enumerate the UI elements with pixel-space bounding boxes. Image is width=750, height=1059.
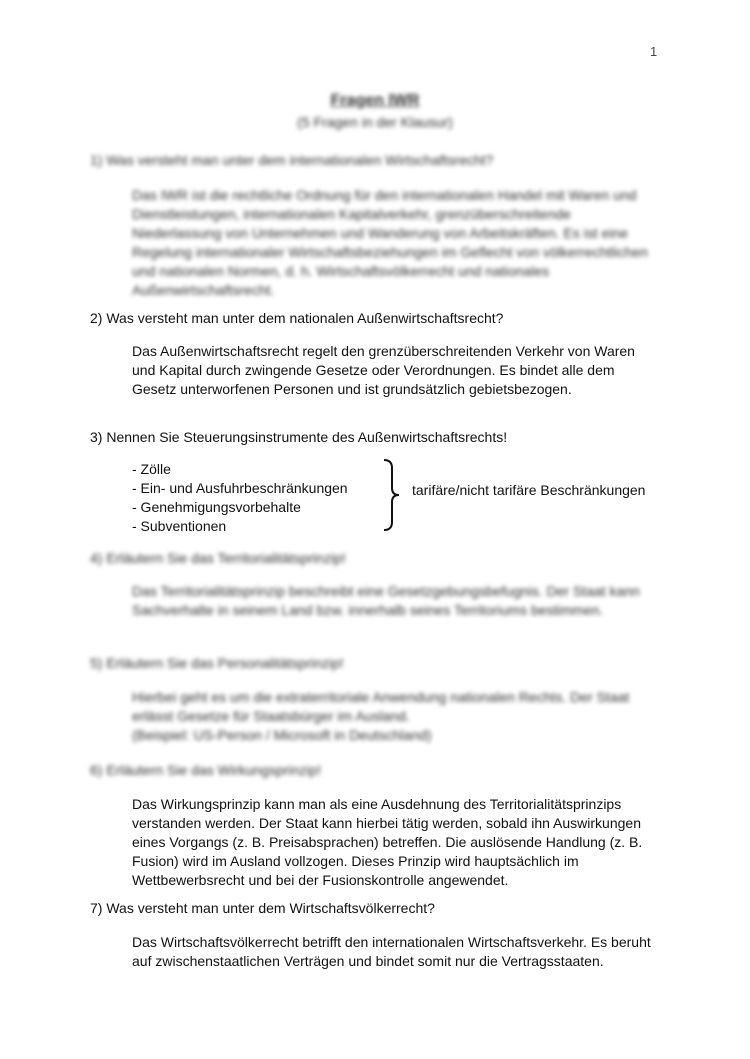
answer-4 xyxy=(132,582,657,620)
answer-1 xyxy=(132,186,657,300)
list-item: - Subventionen xyxy=(132,518,227,534)
list-item: - Zölle xyxy=(132,461,171,477)
question-4: 4) Erläutern Sie das Territorialitätsprinzip! xyxy=(90,550,346,566)
question-6: 6) Erläutern Sie das Wirkungsprinzip! xyxy=(90,762,322,778)
question-1: 1) Was versteht man unter dem internationalen Wirtschaftsrecht? xyxy=(90,152,494,168)
answer-7 xyxy=(132,933,657,971)
document-header xyxy=(0,92,750,130)
answer-2 xyxy=(132,342,657,399)
question-2: 2) Was versteht man unter dem nationalen Außenwirtschaftsrecht? xyxy=(90,310,504,326)
list-item: - Ein- und Ausfuhrbeschränkungen xyxy=(132,480,348,496)
curly-brace-icon xyxy=(380,458,410,532)
answer-5 xyxy=(132,688,657,745)
answer-4-text: Das Territorialitätsprinzip beschreibt eine Gesetzgebungsbefugnis. Der Staat kann Sachverhalte in seinem Land bzw. innerhalb seines Territoriums bestimmen. xyxy=(132,583,640,618)
answer-6-text: Das Wirkungsprinzip kann man als eine Ausdehnung des Territorialitätsprinzips verstanden werden. Der Staat kann hierbei tätig werden, sobald ihn Auswirkungen eines Vorgangs (z. B. Preisabsprachen) betreffen. Die auslösende Handlung (z. B. Fusion) wird im Ausland vollzogen. Dieses Prinzip wird hauptsächlich im Wettbewerbsrecht und bei der Fusionskontrolle angewendet. xyxy=(132,796,643,888)
question-7: 7) Was versteht man unter dem Wirtschaftsvölkerrecht? xyxy=(90,900,435,916)
answer-5-note: (Beispiel: US-Person / Microsoft in Deutschland) xyxy=(132,727,432,743)
answer-2-text: Das Außenwirtschaftsrecht regelt den grenzüberschreitenden Verkehr von Waren und Kapital durch zwingende Gesetze oder Verordnungen. Es bindet alle dem Gesetz unterworfenen Personen und ist grundsätzlich gebietsbezogen. xyxy=(132,343,635,397)
question-3: 3) Nennen Sie Steuerungsinstrumente des Außenwirtschaftsrechts! xyxy=(90,429,508,445)
page-number: 1 xyxy=(650,44,658,59)
question-5: 5) Erläutern Sie das Personalitätsprinzip! xyxy=(90,655,344,671)
document-subtitle: (5 Fragen in der Klausur) xyxy=(297,114,453,130)
answer-5-text: Hierbei geht es um die extraterritoriale Anwendung nationalen Rechts. Der Staat erlässt Gesetze für Staatsbürger im Ausland. xyxy=(132,689,630,724)
answer-1-text: Das IWR ist die rechtliche Ordnung für den internationalen Handel mit Waren und Dienstleistungen, internationalen Kapitalverkehr, grenzüberschreitende Niederlassung von Unternehmen und Wanderung von Arbeitskräften. Es ist eine Regelung internationaler Wirtschaftsbeziehungen im Geflecht von völkerrechtlichen und nationalen Normen, d. h. Wirtschaftsvölkerrecht und nationales Außenwirtschaftsrecht. xyxy=(132,187,648,298)
document-title: Fragen IWR xyxy=(330,92,420,109)
brace-label: tarifäre/nicht tarifäre Beschränkungen xyxy=(412,482,646,498)
answer-6 xyxy=(132,795,657,890)
list-item: - Genehmigungsvorbehalte xyxy=(132,499,301,515)
instrument-list xyxy=(132,460,348,536)
answer-7-text: Das Wirtschaftsvölkerrecht betrifft den internationalen Wirtschaftsverkehr. Es beruht auf zwischenstaatlichen Verträgen und bindet somit nur die Vertragsstaaten. xyxy=(132,934,651,969)
